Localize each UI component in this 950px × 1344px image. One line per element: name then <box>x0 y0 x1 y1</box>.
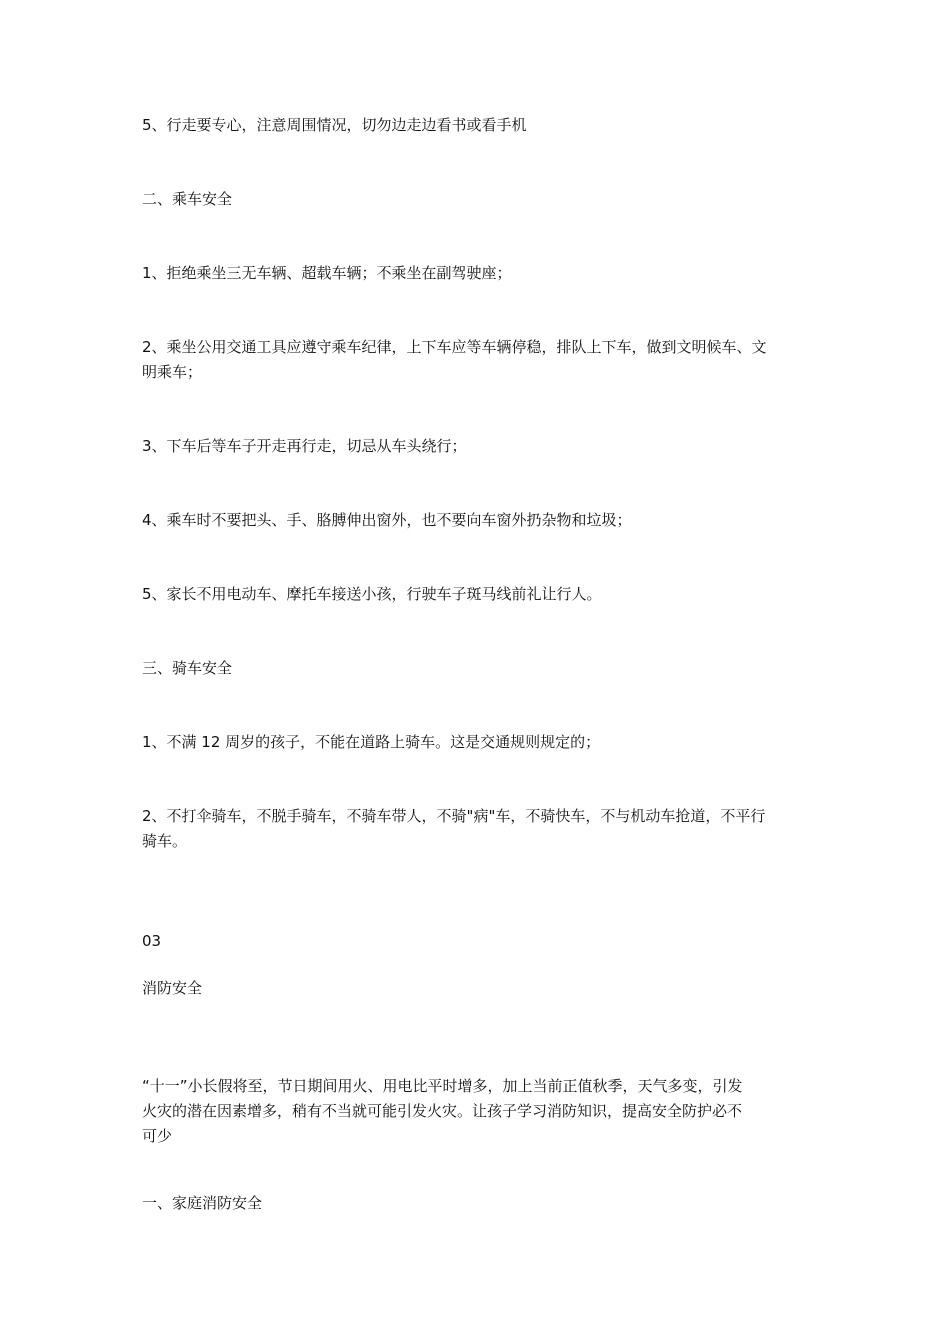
rule-ride-1: 1、拒绝乘坐三无车辆、超载车辆；不乘坐在副驾驶座； <box>142 264 512 282</box>
rule-cycle-2-line-2: 骑车。 <box>142 832 188 850</box>
intro-paragraph-line-1: “十一”小长假将至，节日期间用火、用电比平时增多，加上当前正值秋季，天气多变，引发 <box>142 1077 743 1095</box>
rule-ride-2-line-2: 明乘车； <box>142 363 203 381</box>
section-number: 03 <box>142 932 162 950</box>
rule-cycle-2-line-1: 2、不打伞骑车，不脱手骑车，不骑车带人，不骑"病"车，不骑快车，不与机动车抢道，不平行 <box>142 807 766 825</box>
rule-cycle-1: 1、不满 12 周岁的孩子，不能在道路上骑车。这是交通规则规定的； <box>142 733 601 751</box>
section-heading-cycling-safety: 三、骑车安全 <box>142 659 233 677</box>
section-title-fire-safety: 消防安全 <box>142 979 203 997</box>
section-heading-ride-safety: 二、乘车安全 <box>142 190 233 208</box>
intro-paragraph-line-3: 可少 <box>142 1127 173 1145</box>
rule-ride-2-line-1: 2、乘坐公用交通工具应遵守乘车纪律，上下车应等车辆停稳，排队上下车，做到文明候车、文 <box>142 338 767 356</box>
rule-ride-3: 3、下车后等车子开走再行走，切忌从车头绕行； <box>142 437 467 455</box>
section-heading-home-fire-safety: 一、家庭消防安全 <box>142 1194 263 1212</box>
rule-walk-5: 5、行走要专心，注意周围情况，切勿边走边看书或看手机 <box>142 116 527 134</box>
intro-paragraph-line-2: 火灾的潜在因素增多，稍有不当就可能引发火灾。让孩子学习消防知识，提高安全防护必不 <box>142 1102 743 1120</box>
rule-ride-5: 5、家长不用电动车、摩托车接送小孩，行驶车子斑马线前礼让行人。 <box>142 585 602 603</box>
rule-ride-4: 4、乘车时不要把头、手、胳膊伸出窗外，也不要向车窗外扔杂物和垃圾； <box>142 511 632 529</box>
